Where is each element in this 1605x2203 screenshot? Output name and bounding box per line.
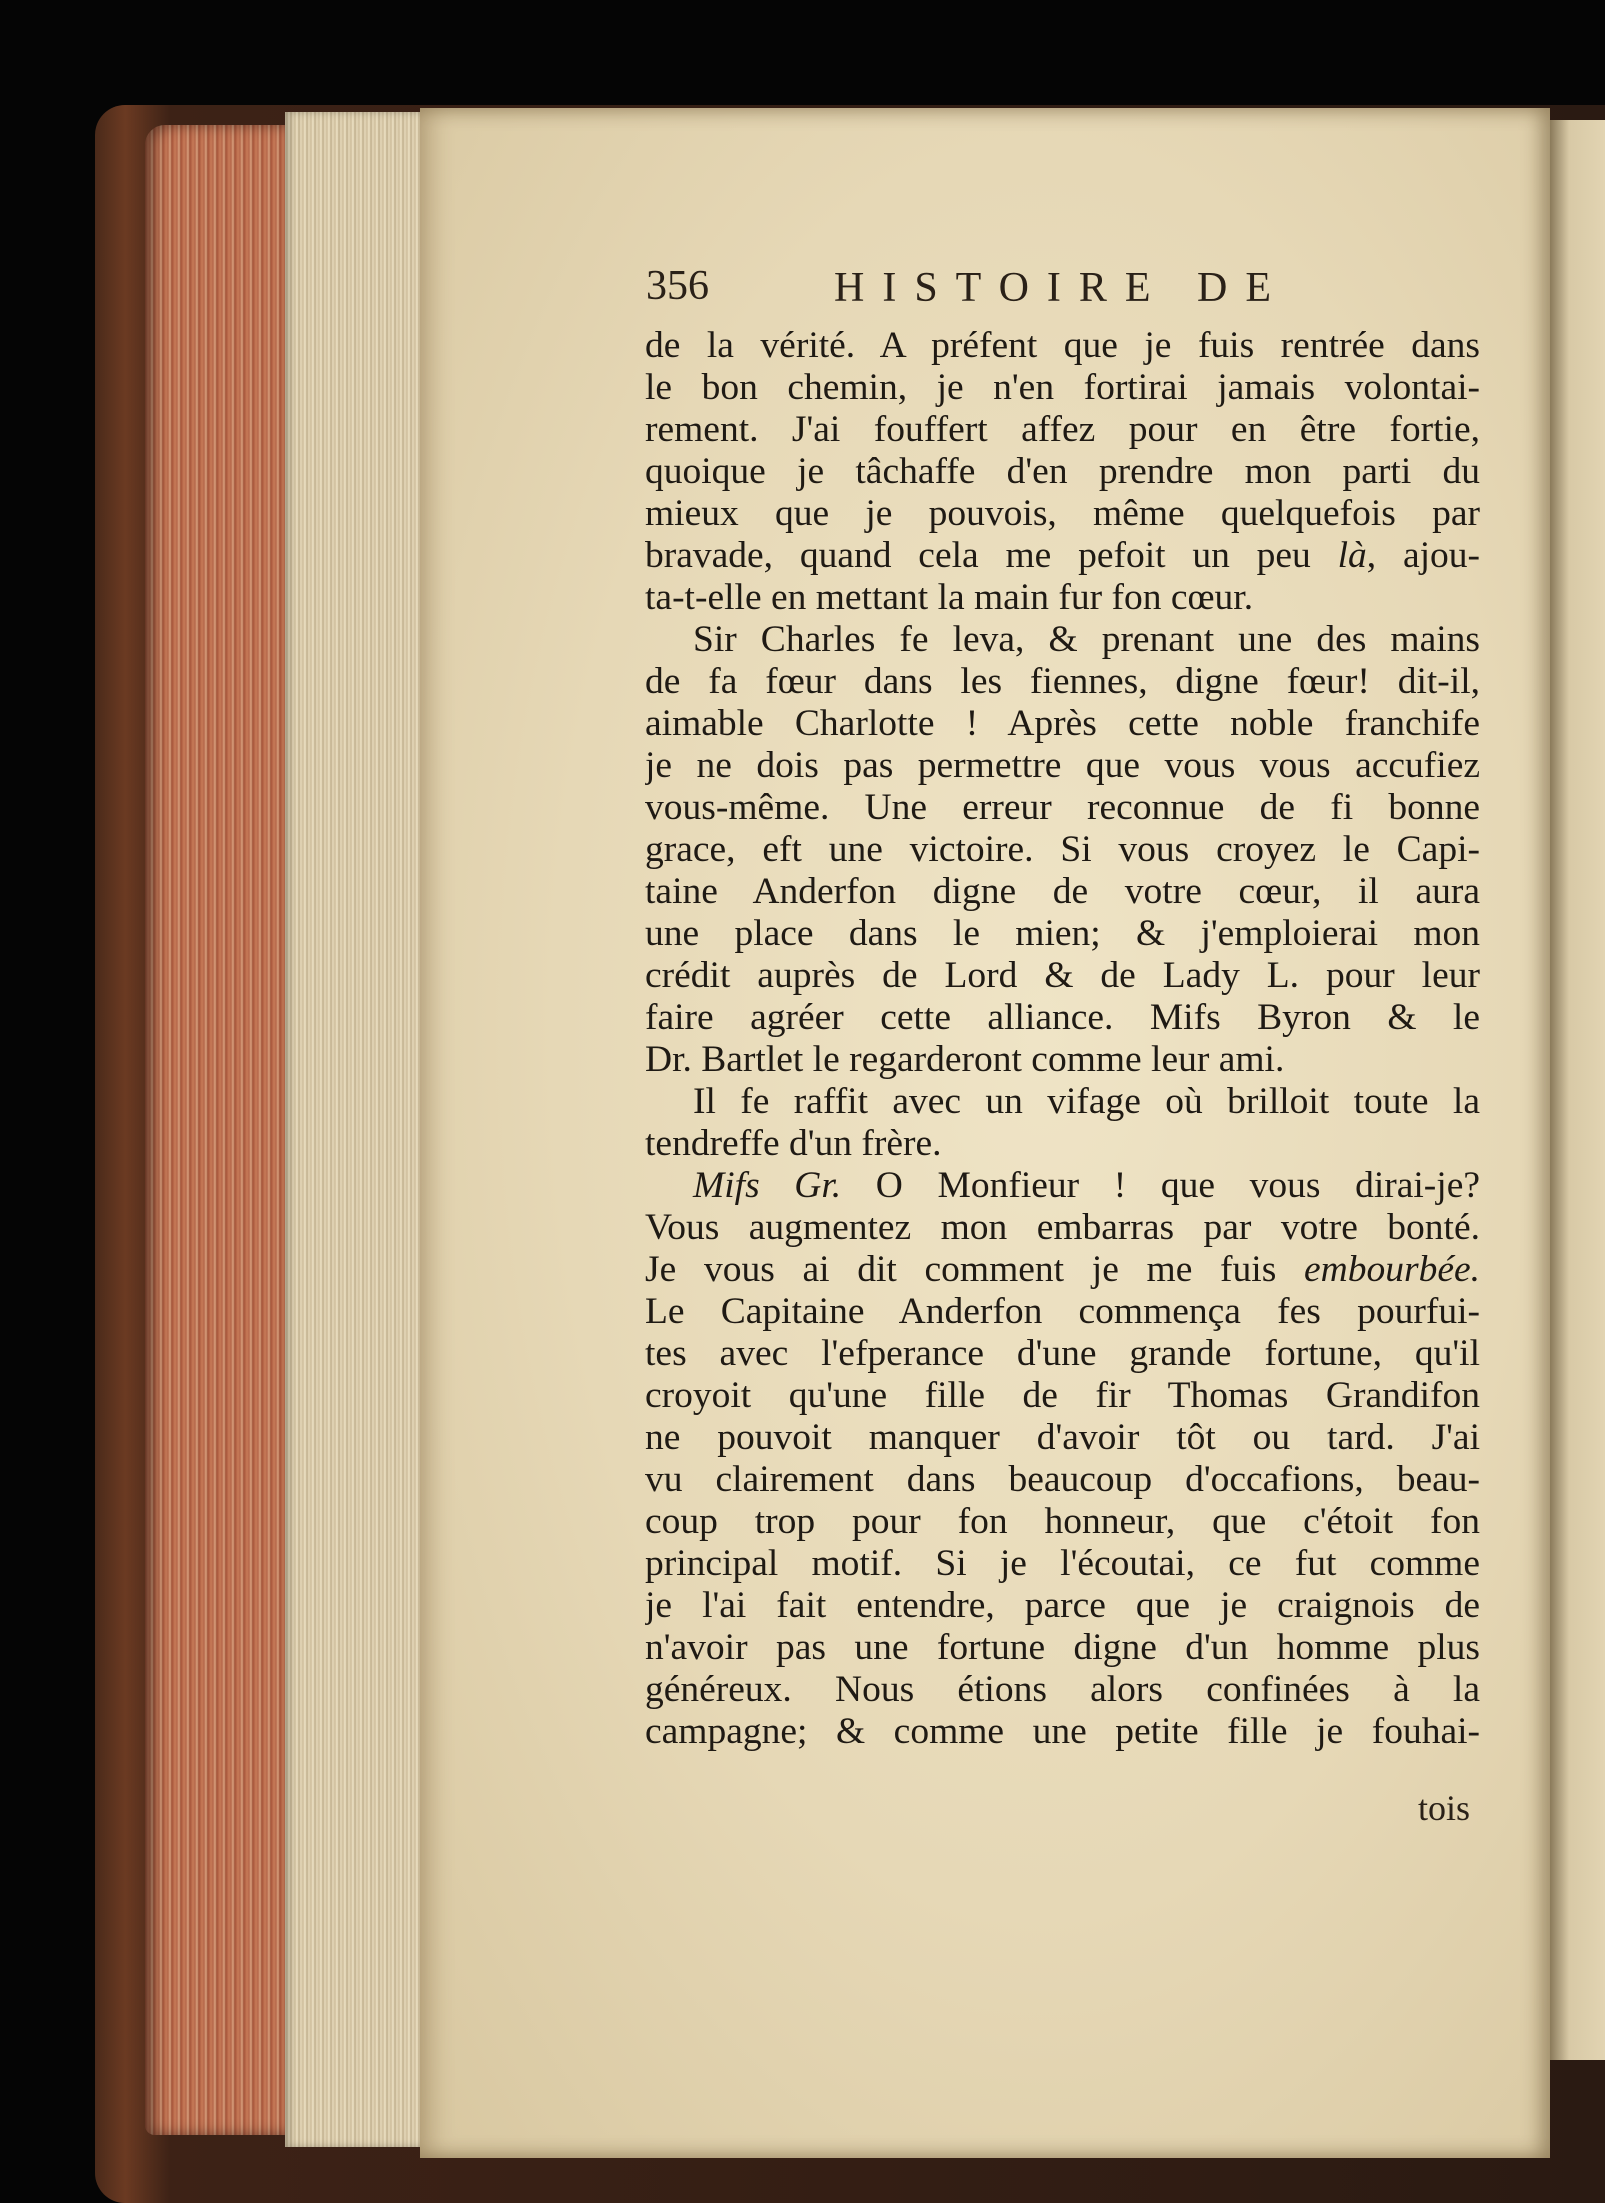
text-line: vu clairement dans beaucoup d'occafions, beau- [645, 1459, 1480, 1500]
text-line: Le Capitaine Anderfon commença fes pourfui- [645, 1291, 1480, 1332]
text-fragment: bravade, quand cela me pefoit un peu [645, 535, 1338, 576]
text-fragment: Je vous ai dit comment je me fuis [645, 1249, 1305, 1290]
text-line-with-italic [645, 535, 1480, 577]
text-line: coup trop pour fon honneur, que c'étoit fon [645, 1501, 1480, 1542]
text-line: ne pouvoit manquer d'avoir tôt ou tard. J'ai [645, 1417, 1480, 1458]
page-number: 356 [646, 263, 709, 309]
text-line: taine Anderfon digne de votre cœur, il aura [645, 871, 1480, 912]
text-line: ta-t-elle en mettant la main fur fon cœur. [645, 577, 1254, 618]
italic-word: embourbée. [1304, 1249, 1480, 1290]
running-head: HISTOIRE DE [834, 265, 1290, 311]
speaker-line [645, 1165, 1480, 1207]
catchword: tois [1418, 1788, 1471, 1828]
text-line: n'avoir pas une fortune digne d'un homme plus [645, 1627, 1480, 1668]
text-line: grace, eft une victoire. Si vous croyez le Capi- [645, 829, 1480, 870]
text-line: principal motif. Si je l'écoutai, ce fut comme [645, 1543, 1480, 1584]
page-edges-red [145, 125, 285, 2135]
text-line: une place dans le mien; & j'emploierai mon [645, 913, 1480, 954]
text-line: le bon chemin, je n'en fortirai jamais volontai- [645, 367, 1480, 408]
text-fragment: , ajou- [1366, 535, 1480, 576]
text-line: mieux que je pouvois, même quelquefois par [645, 493, 1480, 534]
paragraph-start-line: Sir Charles fe leva, & prenant une des mains [693, 619, 1480, 660]
text-line: crédit auprès de Lord & de Lady L. pour leur [645, 955, 1480, 996]
page-edges [285, 112, 425, 2147]
italic-word: là [1337, 535, 1367, 576]
text-line: croyoit qu'une fille de fir Thomas Grandifon [645, 1375, 1480, 1416]
body-text [645, 325, 1480, 1753]
text-line: quoique je tâchaffe d'en prendre mon parti du [645, 451, 1480, 492]
text-line: généreux. Nous étions alors confinées à la [645, 1669, 1480, 1710]
text-line: Dr. Bartlet le regarderont comme leur ami. [645, 1039, 1285, 1080]
text-line: je ne dois pas permettre que vous vous accufiez [645, 745, 1480, 786]
speaker-name: Mifs Gr. [693, 1165, 842, 1206]
text-line: tendreffe d'un frère. [645, 1123, 942, 1164]
text-line: de la vérité. A préfent que je fuis rentrée dans [645, 325, 1480, 366]
text-line: vous-même. Une erreur reconnue de fi bonne [645, 787, 1480, 828]
paragraph-start-line: Il fe raffit avec un vifage où brilloit toute la [693, 1081, 1480, 1122]
page-header [646, 262, 1466, 318]
text-line: campagne; & comme une petite fille je fouhai- [645, 1711, 1480, 1752]
text-line: faire agréer cette alliance. Mifs Byron & le [645, 997, 1480, 1038]
text-line: je l'ai fait entendre, parce que je craignois de [645, 1585, 1480, 1626]
text-line: de fa fœur dans les fiennes, digne fœur! dit-il, [645, 661, 1480, 702]
text-fragment: O Monfieur ! que vous dirai-je? [841, 1165, 1480, 1206]
text-line: rement. J'ai fouffert affez pour en être fortie, [645, 409, 1480, 450]
text-line: tes avec l'efperance d'une grande fortune, qu'il [645, 1333, 1480, 1374]
text-line-with-italic [645, 1249, 1480, 1291]
text-line: aimable Charlotte ! Après cette noble franchife [645, 703, 1480, 744]
facing-page [1550, 120, 1605, 2060]
text-line: Vous augmentez mon embarras par votre bonté. [645, 1207, 1480, 1248]
